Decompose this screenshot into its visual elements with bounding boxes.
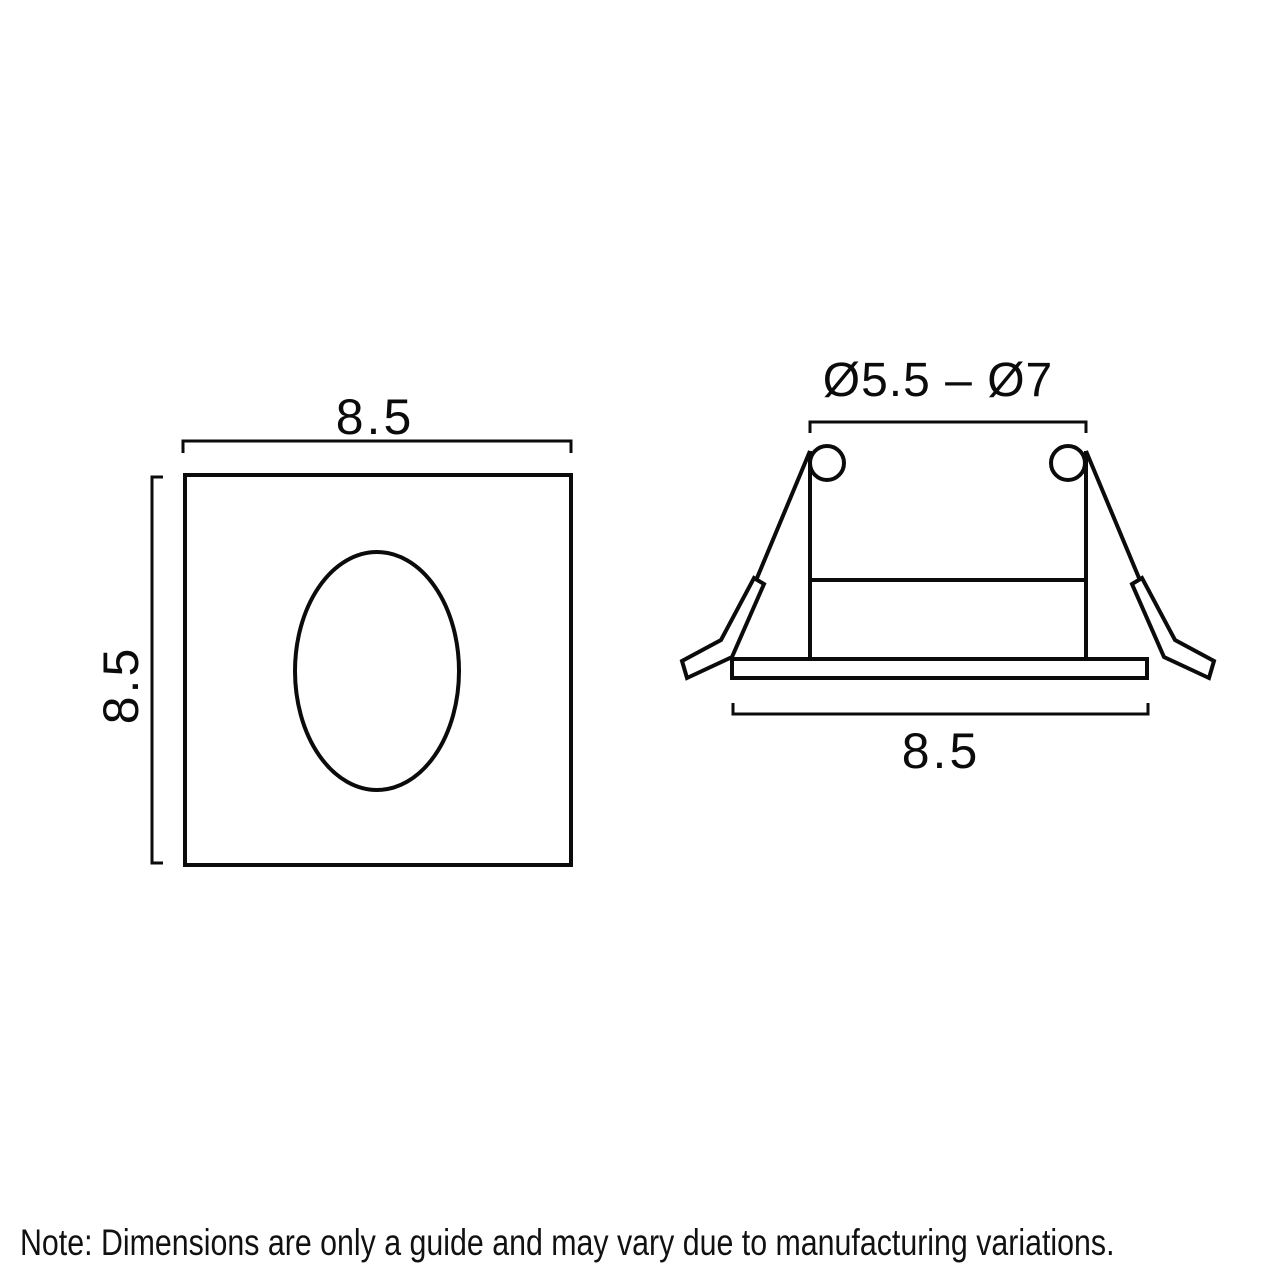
side-width-dimension-line <box>733 703 1148 714</box>
note-text: Note: Dimensions are only a guide and may vary due to manufacturing variations. <box>20 1222 1115 1263</box>
oval-opening <box>295 552 459 790</box>
left-spring-wire <box>757 451 810 578</box>
left-spring-pivot <box>810 446 844 480</box>
side-view <box>682 422 1214 714</box>
trim-flange <box>732 659 1147 678</box>
cutout-diameter-label: Ø5.5 – Ø7 <box>822 354 1054 407</box>
front-view <box>152 441 571 865</box>
faceplate-outline <box>185 475 571 865</box>
front-height-label: 8.5 <box>93 645 149 725</box>
front-height-dimension-line <box>152 477 163 863</box>
side-width-label: 8.5 <box>901 723 981 779</box>
cutout-dimension-line <box>810 422 1086 433</box>
right-spring-pivot <box>1051 446 1085 480</box>
right-spring-wire <box>1086 451 1139 578</box>
front-width-label: 8.5 <box>335 389 415 445</box>
